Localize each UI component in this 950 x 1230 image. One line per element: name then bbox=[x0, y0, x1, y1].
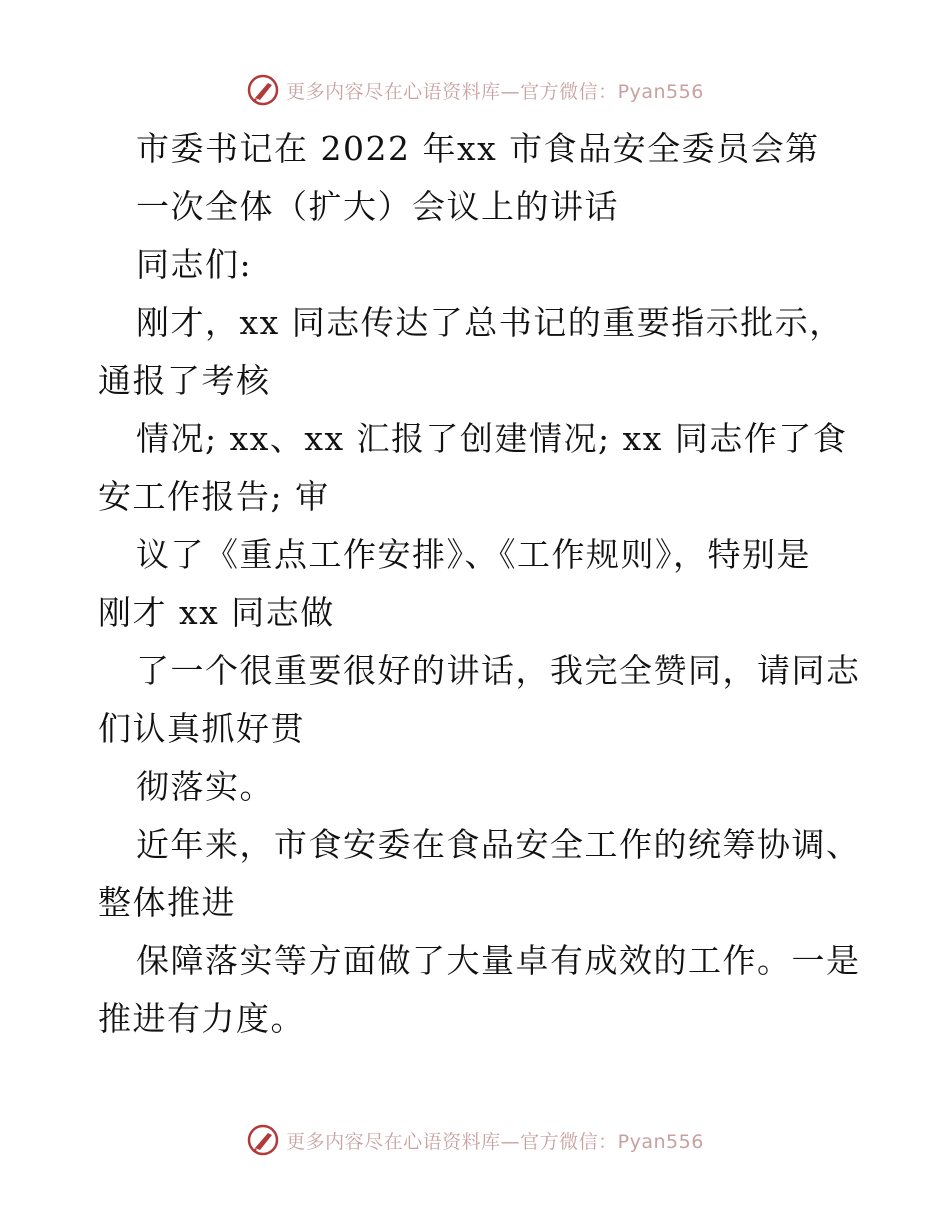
text-line: 了一个很重要很好的讲话，我完全赞同，请同志 bbox=[136, 651, 861, 690]
text-line: 近年来，市食安委在食品安全工作的统筹协调、 bbox=[136, 825, 861, 864]
text-line: 同志们: bbox=[136, 245, 253, 284]
text-line: 一次全体（扩大）会议上的讲话 bbox=[136, 187, 619, 226]
text-line: 整体推进 bbox=[98, 883, 236, 922]
pen-logo-icon bbox=[246, 1123, 280, 1157]
text-line: 刚才，xx 同志传达了总书记的重要指示批示， bbox=[136, 303, 844, 342]
document-body bbox=[98, 120, 861, 1048]
text-line: 通报了考核 bbox=[98, 361, 271, 400]
text-line: 们认真抓好贯 bbox=[98, 709, 305, 748]
watermark-text: 更多内容尽在心语资料库—官方微信：Pyan556 bbox=[286, 1130, 704, 1153]
watermark-footer bbox=[0, 1120, 950, 1160]
text-line: 安工作报告; 审 bbox=[98, 477, 330, 516]
text-line: 刚才 xx 同志做 bbox=[98, 593, 335, 632]
pen-logo-icon bbox=[246, 73, 280, 107]
watermark-header bbox=[0, 70, 950, 110]
text-line: 议了《重点工作安排》、《工作规则》，特别是 bbox=[136, 535, 811, 574]
text-line: 推进有力度。 bbox=[98, 999, 305, 1038]
text-line: 情况; xx、xx 汇报了创建情况; xx 同志作了食 bbox=[136, 419, 848, 458]
text-line: 市委书记在 2022 年xx 市食品安全委员会第 bbox=[136, 129, 820, 168]
watermark-text: 更多内容尽在心语资料库—官方微信：Pyan556 bbox=[286, 80, 704, 103]
text-line: 彻落实。 bbox=[136, 767, 274, 806]
text-line: 保障落实等方面做了大量卓有成效的工作。一是 bbox=[136, 941, 861, 980]
